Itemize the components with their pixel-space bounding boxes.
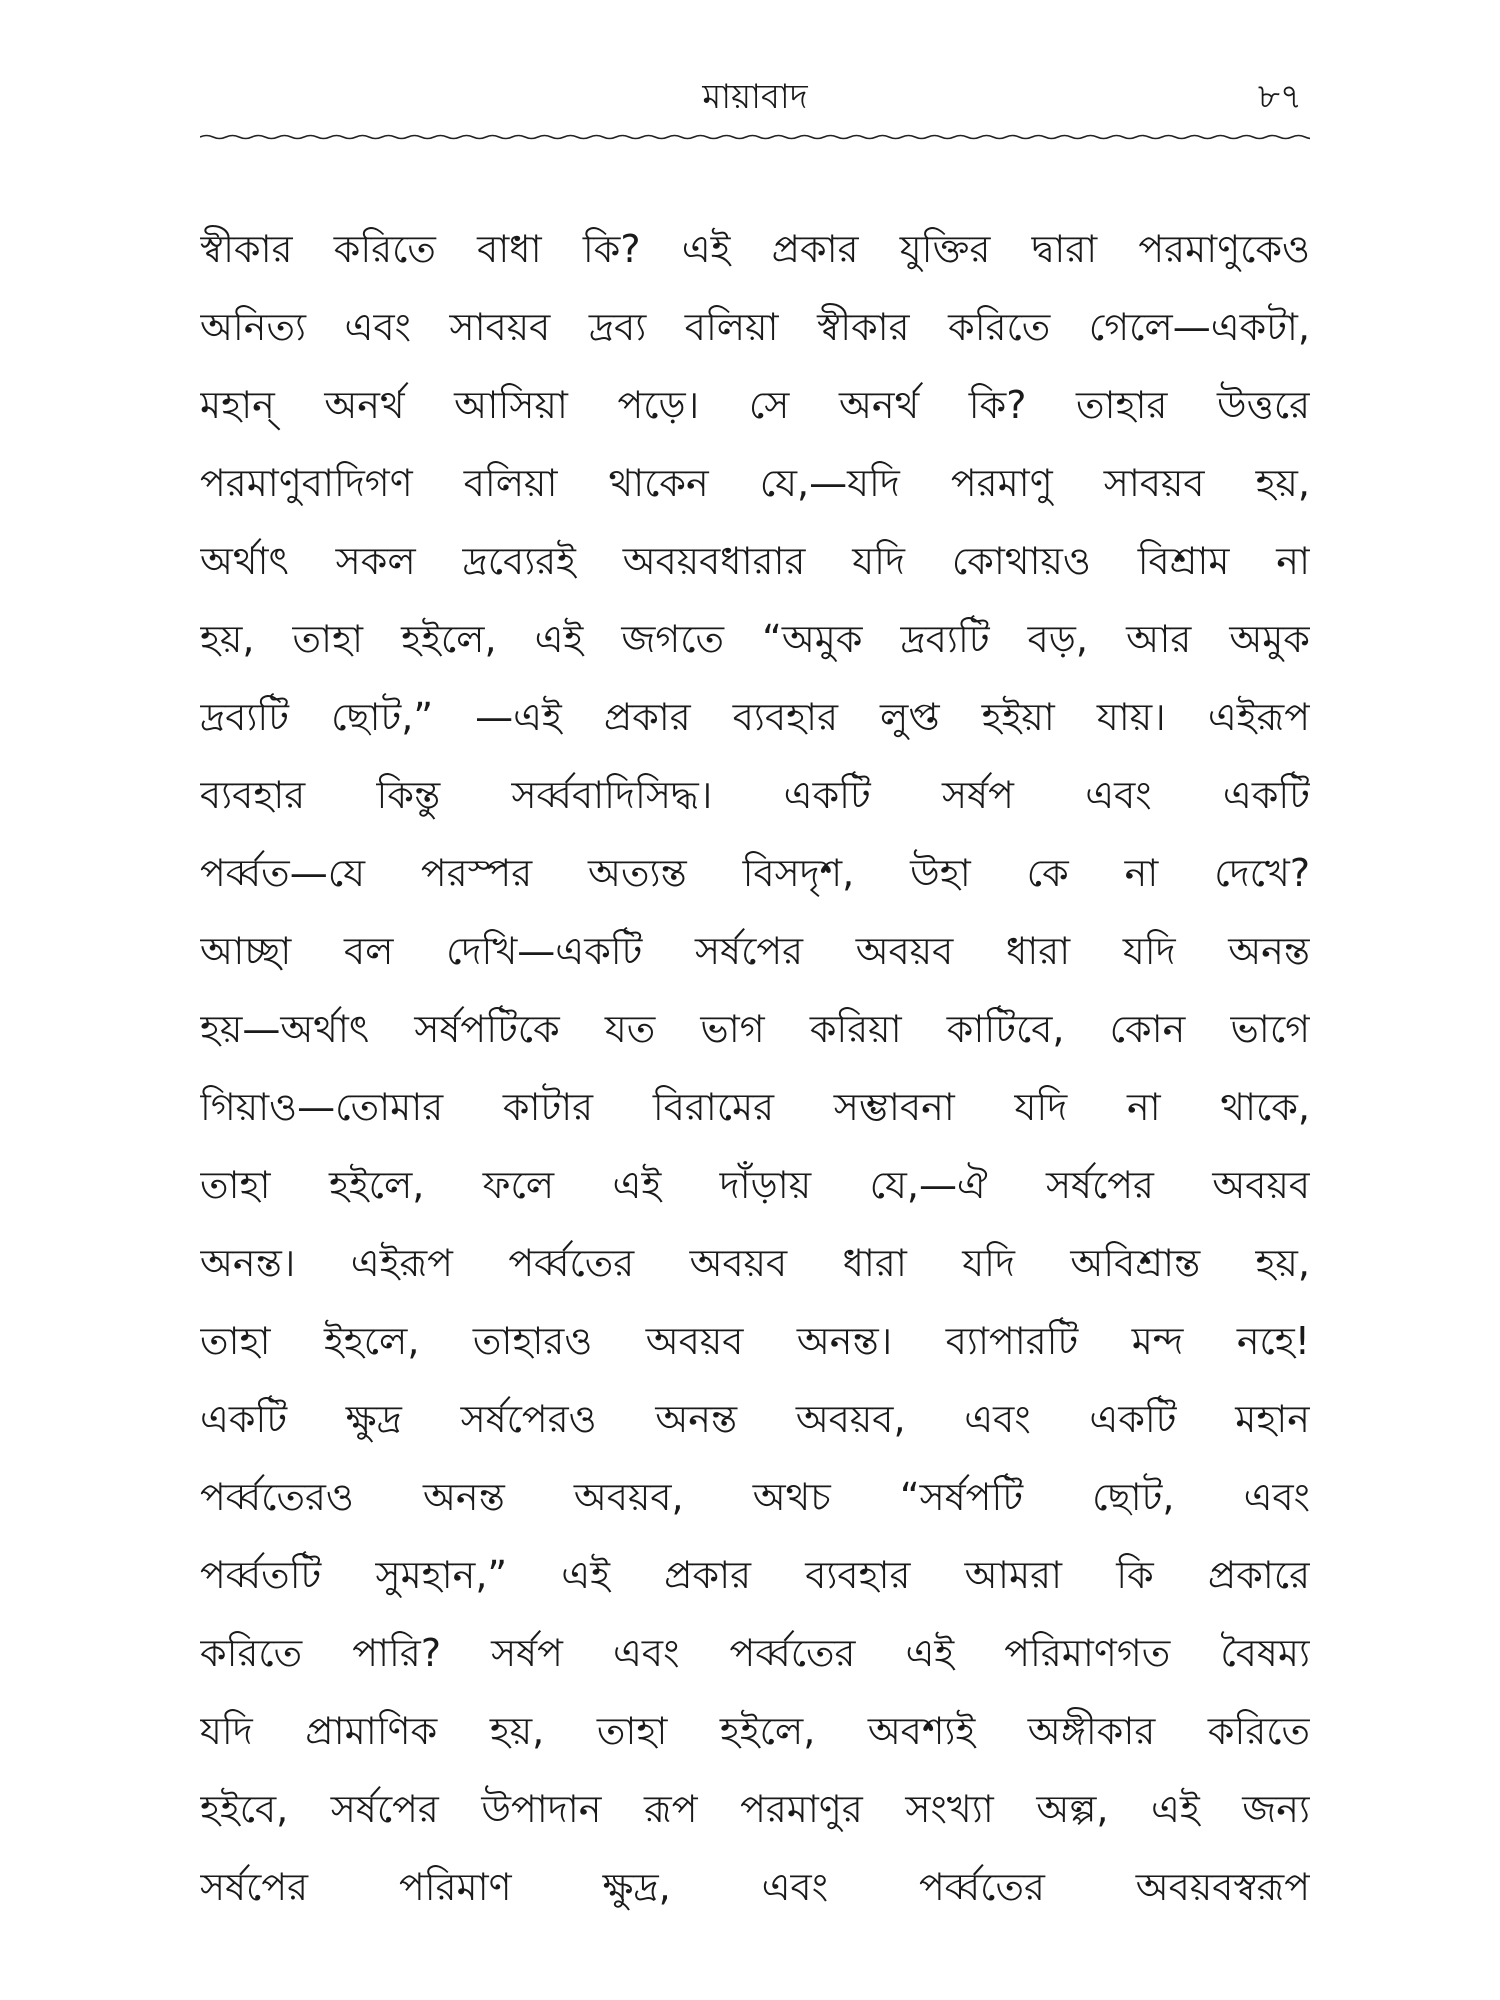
text-line: অনন্ত। এইরূপ পর্ব্বতের অবয়ব ধারা যদি অবিশ্রান্ত হয়, bbox=[200, 1241, 1310, 1285]
text-line: তাহা ইহলে, তাহারও অবয়ব অনন্ত। ব্যাপারটি মন্দ নহে! bbox=[200, 1319, 1310, 1363]
wavy-rule-divider bbox=[200, 128, 1310, 140]
text-line: সর্ষপের পরিমাণ ক্ষুদ্র, এবং পর্ব্বতের অবয়বস্বরূপ bbox=[200, 1865, 1310, 1909]
text-line: করিতে পারি? সর্ষপ এবং পর্ব্বতের এই পরিমাণগত বৈষম্য bbox=[200, 1631, 1310, 1675]
text-line: অর্থাৎ সকল দ্রব্যেরই অবয়বধারার যদি কোথায়ও বিশ্রাম না bbox=[200, 539, 1310, 583]
text-line: হয়, তাহা হইলে, এই জগতে “অমুক দ্রব্যটি বড়, আর অমুক bbox=[200, 617, 1310, 661]
text-line: তাহা হইলে, ফলে এই দাঁড়ায় যে,—ঐ সর্ষপের অবয়ব bbox=[200, 1163, 1310, 1207]
text-line: যদি প্রামাণিক হয়, তাহা হইলে, অবশ্যই অঙ্গীকার করিতে bbox=[200, 1709, 1310, 1753]
text-line: ব্যবহার কিন্তু সর্ব্ববাদিসিদ্ধ। একটি সর্ষপ এবং একটি bbox=[200, 773, 1310, 817]
text-line: হয়—অর্থাৎ সর্ষপটিকে যত ভাগ করিয়া কাটিবে, কোন ভাগে bbox=[200, 1007, 1310, 1051]
body-text bbox=[200, 210, 1310, 1926]
text-line: একটি ক্ষুদ্র সর্ষপেরও অনন্ত অবয়ব, এবং একটি মহান bbox=[200, 1397, 1310, 1441]
text-line: পর্ব্বতেরও অনন্ত অবয়ব, অথচ “সর্ষপটি ছোট, এবং bbox=[200, 1475, 1310, 1519]
text-line: পর্ব্বত—যে পরস্পর অত্যন্ত বিসদৃশ, উহা কে না দেখে? bbox=[200, 851, 1310, 895]
text-line: আচ্ছা বল দেখি—একটি সর্ষপের অবয়ব ধারা যদি অনন্ত bbox=[200, 929, 1310, 973]
running-title: মায়াবাদ bbox=[702, 77, 808, 117]
text-line: হইবে, সর্ষপের উপাদান রূপ পরমাণুর সংখ্যা অল্প, এই জন্য bbox=[200, 1787, 1310, 1831]
text-line: পর্ব্বতটি সুমহান,” এই প্রকার ব্যবহার আমরা কি প্রকারে bbox=[200, 1553, 1310, 1597]
text-line: মহান্ অনর্থ আসিয়া পড়ে। সে অনর্থ কি? তাহার উত্তরে bbox=[200, 383, 1310, 427]
text-line: পরমাণুবাদিগণ বলিয়া থাকেন যে,—যদি পরমাণু সাবয়ব হয়, bbox=[200, 461, 1310, 505]
text-line: অনিত্য এবং সাবয়ব দ্রব্য বলিয়া স্বীকার করিতে গেলে—একটা, bbox=[200, 305, 1310, 349]
page-number: ৮৭ bbox=[1257, 77, 1302, 117]
text-line: দ্রব্যটি ছোট,” —এই প্রকার ব্যবহার লুপ্ত হইয়া যায়। এইরূপ bbox=[200, 695, 1310, 739]
page-header bbox=[200, 72, 1310, 132]
text-line: গিয়াও—তোমার কাটার বিরামের সম্ভাবনা যদি না থাকে, bbox=[200, 1085, 1310, 1129]
text-line: স্বীকার করিতে বাধা কি? এই প্রকার যুক্তির দ্বারা পরমাণুকেও bbox=[200, 227, 1310, 271]
